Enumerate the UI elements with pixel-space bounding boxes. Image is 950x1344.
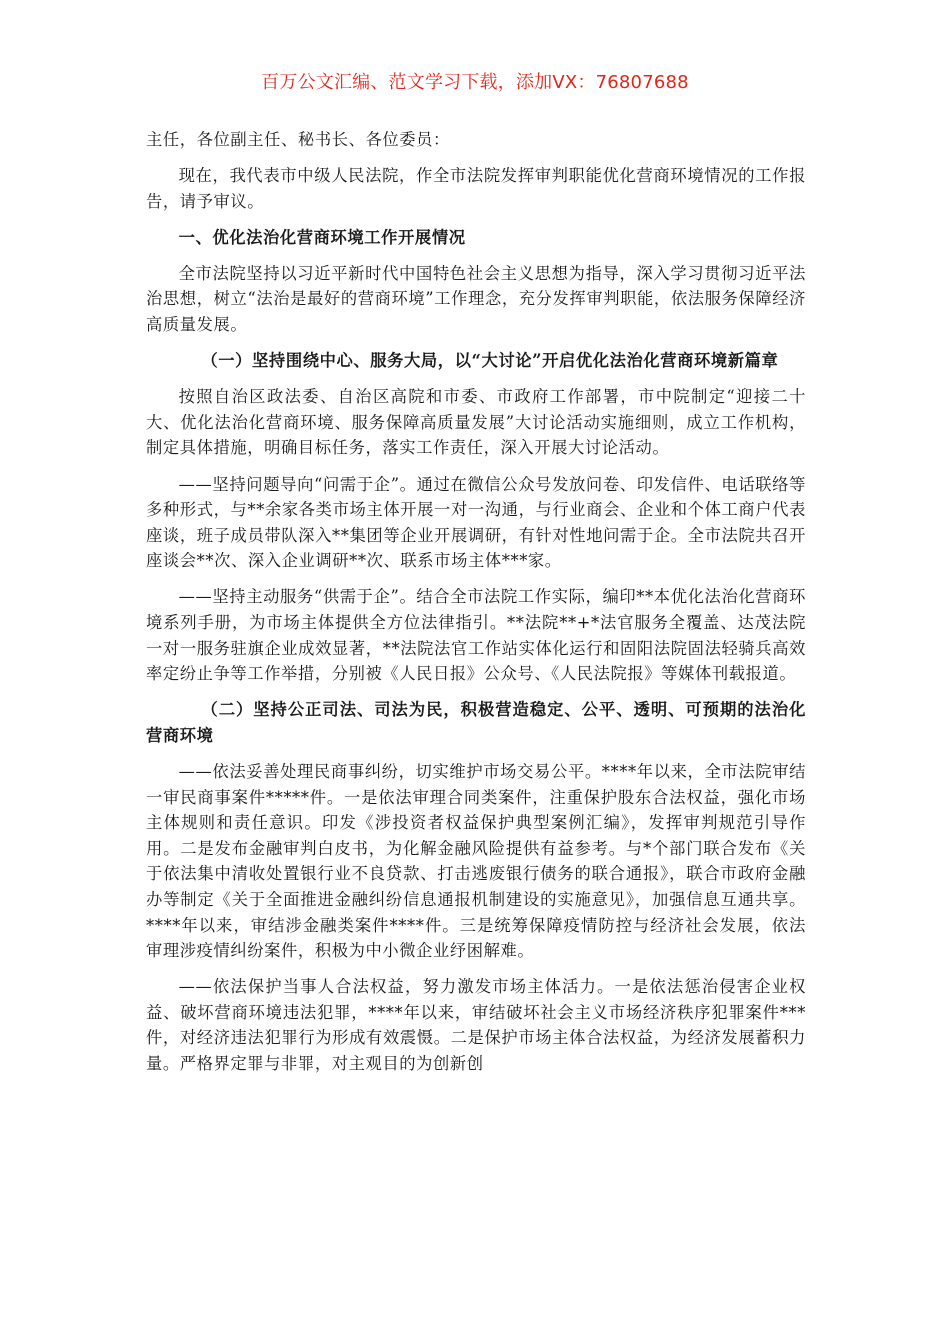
watermark-banner: 百万公文汇编、范文学习下载，添加VX：76807688 [261,72,689,93]
subsection-1-paragraph-1: 按照自治区政法委、自治区高院和市委、市政府工作部署，市中院制定“迎接二十大、优化法治化营商环境、服务保障高质量发展”大讨论活动实施细则，成立工作机构，制定具体措施，明确目标任务，落实工作责任，深入开展大讨论活动。 [146,387,806,458]
document-body [146,127,806,1087]
salutation: 主任，各位副主任、秘书长、各位委员： [146,130,450,149]
section-1-paragraph: 全市法院坚持以习近平新时代中国特色社会主义思想为指导，深入学习贯彻习近平法治思想，树立“法治是最好的营商环境”工作理念，充分发挥审判职能，依法服务保障经济高质量发展。 [146,263,806,335]
subsection-1-paragraph-2: ——坚持问题导向“问需于企”。通过在微信公众号发放问卷、印发信件、电话联络等多种形式，与**余家各类市场主体开展一对一沟通，与行业商会、企业和个体工商户代表座谈，班子成员带队深入**集团等企业开展调研，有针对性地问需于企。全市法院共召开座谈会**次、深入企业调研**次、联系市场主体***家。 [146,474,806,571]
subsection-1-paragraph-3: ——坚持主动服务“供需于企”。结合全市法院工作实际，编印**本优化法治化营商环境系列手册，为市场主体提供全方位法律指引。**法院**+*法官服务全覆盖、达茂法院一对一服务驻旗企业成效显著，**法院法官工作站实体化运行和固阳法院固法轻骑兵高效率定纷止争等工作举措，分别被《人民日报》公众号、《人民法院报》等媒体刊载报道。 [146,587,806,684]
intro-paragraph: 现在，我代表市中级人民法院，作全市法院发挥审判职能优化营商环境情况的工作报告，请予审议。 [146,166,806,211]
subsection-2-paragraph-2: ——依法保护当事人合法权益，努力激发市场主体活力。一是依法惩治侵害企业权益、破坏营商环境违法犯罪，****年以来，审结破坏社会主义市场经济秩序犯罪案件***件，对经济违法犯罪行为形成有效震慑。二是保护市场主体合法权益，为经济发展蓄积力量。严格界定罪与非罪，对主观目的为创新创 [146,977,806,1073]
subsection-heading-2: （二）坚持公正司法、司法为民，积极营造稳定、公平、透明、可预期的法治化营商环境 [146,700,806,745]
subsection-heading-1: （一）坚持围绕中心、服务大局，以“大讨论”开启优化法治化营商环境新篇章 [201,351,779,371]
subsection-2-paragraph-1: ——依法妥善处理民商事纠纷，切实维护市场交易公平。****年以来，全市法院审结一审民商事案件*****件。一是依法审理合同类案件，注重保护股东合法权益，强化市场主体规则和责任意识。印发《涉投资者权益保护典型案例汇编》，发挥审判规范引导作用。二是发布金融审判白皮书，为化解金融风险提供有益参考。与*个部门联合发布《关于依法集中清收处置银行业不良贷款、打击逃废银行债务的联合通报》，联合市政府金融办等制定《关于全面推进金融纠纷信息通报机制建设的实施意见》，加强信息互通共享。****年以来，审结涉金融类案件****件。三是统筹保障疫情防控与经济社会发展，依法审理涉疫情纠纷案件，积极为中小微企业纾困解难。 [146,761,806,961]
section-heading-1: 一、优化法治化营商环境工作开展情况 [178,227,466,247]
